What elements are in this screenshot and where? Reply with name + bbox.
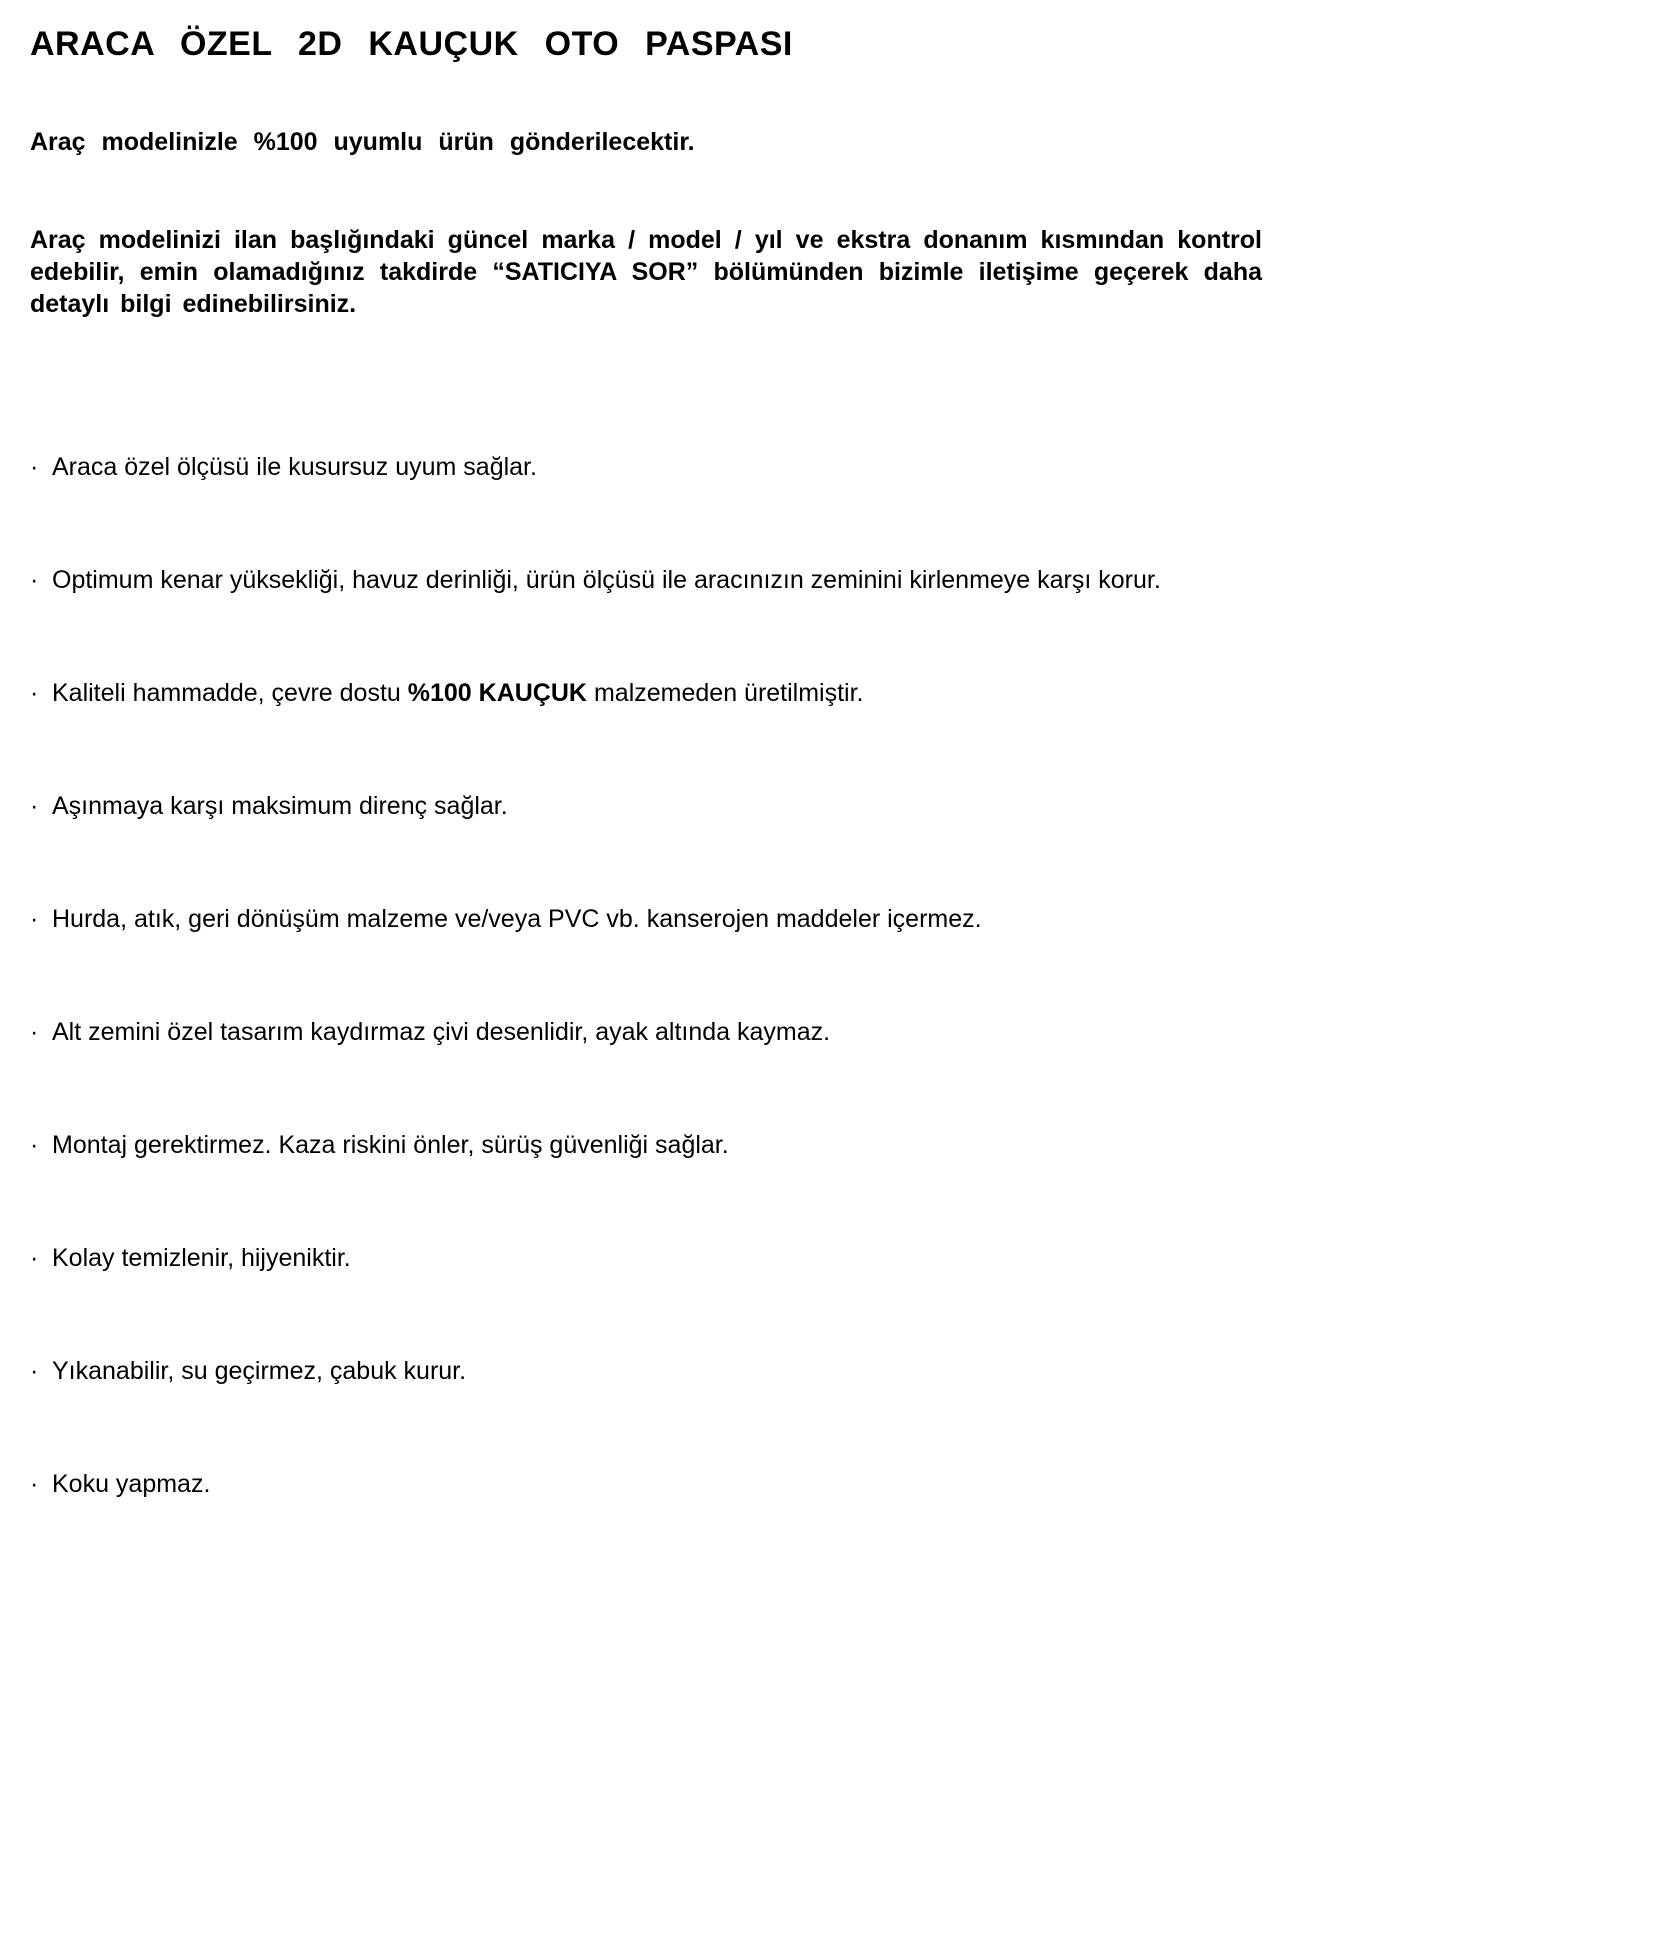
- feature-item: [30, 452, 1290, 482]
- feature-item: [30, 1130, 1290, 1160]
- feature-item: [30, 678, 1290, 708]
- feature-text: Hurda, atık, geri dönüşüm malzeme ve/veya PVC vb. kanserojen maddeler içermez.: [52, 905, 982, 933]
- bullet-icon: ·: [30, 1131, 39, 1159]
- feature-item: [30, 1469, 1290, 1499]
- feature-text: Montaj gerektirmez. Kaza riskini önler, sürüş güvenliği sağlar.: [52, 1131, 729, 1159]
- intro-paragraph-check-model: Araç modelinizi ilan başlığındaki güncel marka / model / yıl ve ekstra donanım kısmından kontrol edebilir, emin olamadığınız takdirde “SATICIYA SOR” bölümünden bizimle iletişime geçerek daha detaylı bilgi edinebilirsiniz.: [30, 226, 1262, 318]
- feature-text-prefix: Kaliteli hammadde, çevre dostu: [52, 679, 408, 707]
- page-title: ARACA ÖZEL 2D KAUÇUK OTO PASPASI: [30, 25, 793, 63]
- bullet-icon: ·: [30, 1357, 39, 1385]
- bullet-icon: ·: [30, 679, 39, 707]
- feature-text: Yıkanabilir, su geçirmez, çabuk kurur.: [52, 1357, 467, 1385]
- feature-item: [30, 904, 1290, 934]
- intro-paragraph-compatibility: Araç modelinizle %100 uyumlu ürün gönderilecektir.: [30, 128, 695, 156]
- bullet-icon: ·: [30, 1470, 39, 1498]
- feature-list: [30, 452, 1290, 1499]
- feature-text: Alt zemini özel tasarım kaydırmaz çivi desenlidir, ayak altında kaymaz.: [52, 1018, 831, 1046]
- feature-text: Optimum kenar yüksekliği, havuz derinliği, ürün ölçüsü ile aracınızın zeminini kirlenmeye karşı korur.: [52, 566, 1161, 594]
- bullet-icon: ·: [30, 905, 39, 933]
- bullet-icon: ·: [30, 792, 39, 820]
- bullet-icon: ·: [30, 1018, 39, 1046]
- feature-item: [30, 1017, 1290, 1047]
- bullet-icon: ·: [30, 1244, 39, 1272]
- feature-item: [30, 791, 1290, 821]
- bullet-icon: ·: [30, 453, 39, 481]
- feature-text-bold: %100 KAUÇUK: [407, 679, 587, 707]
- feature-text-suffix: malzemeden üretilmiştir.: [593, 679, 864, 707]
- feature-text: Kolay temizlenir, hijyeniktir.: [52, 1244, 351, 1272]
- feature-item: [30, 1356, 1290, 1386]
- feature-text: [52, 678, 1290, 708]
- feature-text: Araca özel ölçüsü ile kusursuz uyum sağlar.: [52, 453, 537, 481]
- feature-text: Aşınmaya karşı maksimum direnç sağlar.: [52, 792, 508, 820]
- feature-item: [30, 1243, 1290, 1273]
- feature-text: Koku yapmaz.: [52, 1470, 211, 1498]
- feature-item: [30, 565, 1290, 595]
- bullet-icon: ·: [30, 566, 39, 594]
